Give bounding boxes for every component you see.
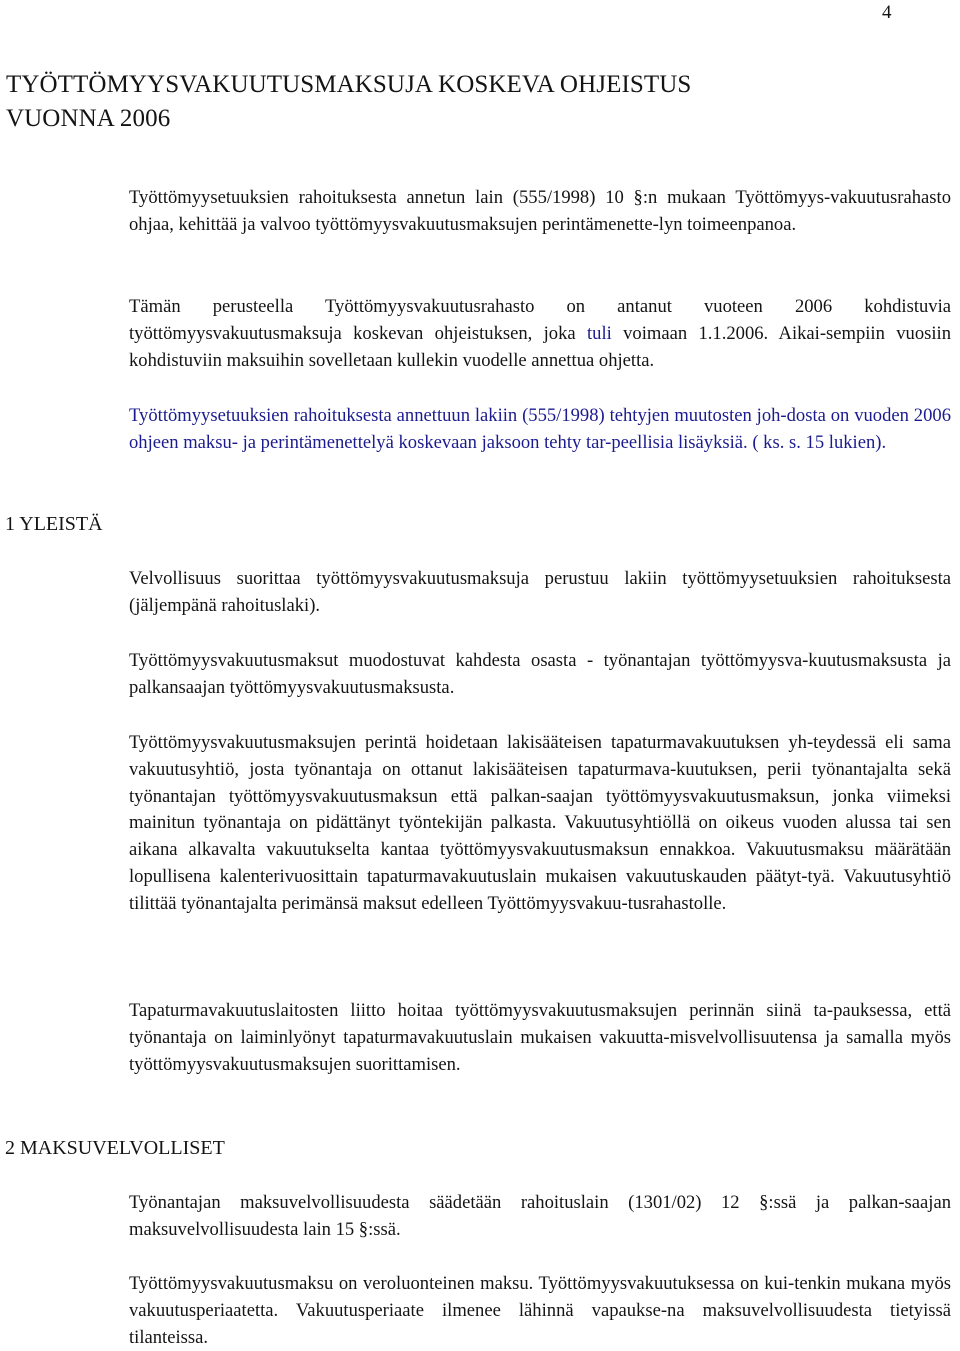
document-title-line-1: TYÖTTÖMYYSVAKUUTUSMAKSUJA KOSKEVA OHJEISTUS — [6, 71, 692, 98]
section-1-paragraph-3: Työttömyysvakuutusmaksujen perintä hoidetaan lakisääteisen tapaturmavakuutuksen yh-teydessä eli sama vakuutusyhtiö, josta työnantaja on ottanut lakisääteisen tapaturmava-kuutuksen, perii työnantajalta sekä työnantajan työttömyysvakuutusmaksun että palkan-saajan työttömyysvakuutusmaksun, jonka viimeksi mainitun työnantaja on pidättänyt työntekijän palkasta. Vakuutusyhtiöllä on oikeus vuoden alussa tai sen aikana alkavalta vakuutukselta kantaa työttömyysvakuutusmaksun ennakkoa. Vakuutusmaksu määrätään lopullisena kalenterivuosittain tapaturmavakuutuslain mukaisen vakuutuskauden päätyt-tyä. Vakuutusyhtiö tilittää työnantajalta perimänsä maksut edelleen Työttömyysvakuu-tusrahastolle. — [129, 732, 951, 914]
section-2-heading: 2 MAKSUVELVOLLISET — [5, 1137, 225, 1159]
intro-paragraph-3: Työttömyysetuuksien rahoituksesta annettuun lakiin (555/1998) tehtyjen muutosten joh-dosta on vuoden 2006 ohjeen maksu- ja perintämenettelyä koskevaan jaksoon tehty tar-peellisia lisäyksiä. ( ks. s. 15 lukien). — [129, 405, 951, 453]
section-1-paragraph-2: Työttömyysvakuutusmaksut muodostuvat kahdesta osasta - työnantajan työttömyysva-kuutusmaksusta ja palkansaajan työttömyysvakuutusmaksusta. — [129, 650, 951, 698]
section-2-paragraph-2: Työttömyysvakuutusmaksu on veroluonteinen maksu. Työttömyysvakuutuksessa on kui-tenkin mukana myös vakuutusperiaatetta. Vakuutusperiaate ilmenee lähinnä vapaukse-na maksuvelvollisuudesta tietyissä tilanteissa. — [129, 1273, 951, 1348]
section-1-paragraph-4: Tapaturmavakuutuslaitosten liitto hoitaa työttömyysvakuutusmaksujen perinnän siinä ta-pauksessa, että työnantaja on laiminlyönyt tapaturmavakuutuslain mukaisen vakuutta-misvelvollisuutensa ja samalla myös työttömyysvakuutusmaksujen suorittamisen. — [129, 1000, 951, 1075]
intro-paragraph-2 — [129, 294, 951, 374]
intro-paragraph-2-text-end: voimaan 1.1.2006. Aikai-sempiin vuosiin kohdistuviin maksuihin sovelletaan kullekin vuodelle annettua ohjetta. — [129, 322, 951, 371]
section-1-paragraph-1: Velvollisuus suorittaa työttömyysvakuutusmaksuja perustuu lakiin työttömyysetuuksien rahoituksesta (jäljempänä rahoituslaki). — [129, 568, 951, 616]
intro-paragraph-2-text-start: Tämän perusteella Työttömyysvakuutusrahasto on antanut vuoteen 2006 kohdistuvia työttömyysvakuutusmaksuja koskevan ohjeistuksen, joka — [129, 296, 951, 344]
document-title-line-2: VUONNA 2006 — [6, 105, 171, 132]
intro-paragraph-1: Työttömyysetuuksien rahoituksesta annetun lain (555/1998) 10 §:n mukaan Työttömyys-vakuutusrahasto ohjaa, kehittää ja valvoo työttömyysvakuutusmaksujen perintämenette-lyn toimeenpanoa. — [129, 187, 951, 235]
section-1-heading: 1 YLEISTÄ — [5, 513, 103, 535]
tuli-link[interactable]: tuli — [586, 322, 612, 344]
document-title — [6, 68, 906, 136]
section-2-paragraph-1: Työnantajan maksuvelvollisuudesta säädetään rahoituslain (1301/02) 12 §:ssä ja palkan-saajan maksuvelvollisuudesta lain 15 §:ssä. — [129, 1192, 951, 1240]
page-number: 4 — [882, 2, 892, 23]
